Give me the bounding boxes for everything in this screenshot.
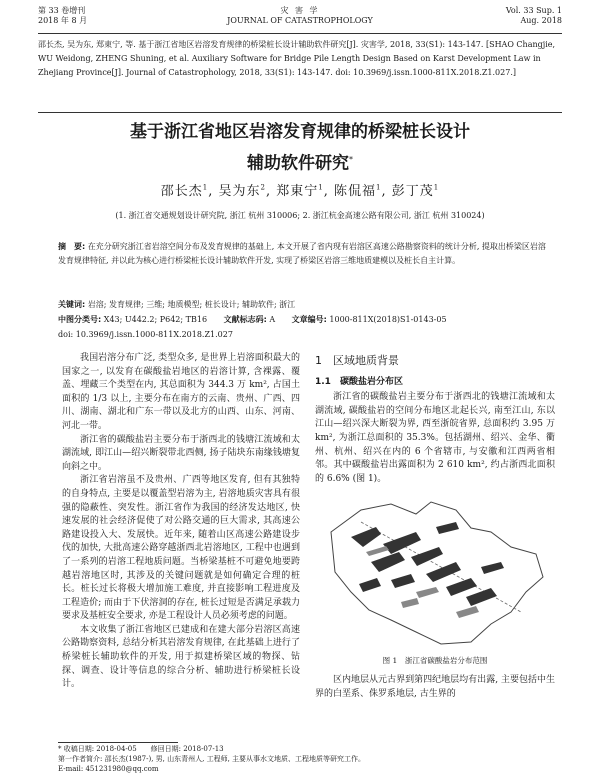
outcrop-patch <box>383 532 421 554</box>
body-right-column <box>315 352 555 701</box>
header-volume-en-line: Vol. 33 Sup. 1 <box>505 6 562 15</box>
header-divider <box>38 33 562 34</box>
outcrop-patch <box>446 578 477 596</box>
outcrop-patch <box>426 562 461 582</box>
section-heading: 1 区域地质背景 <box>315 354 399 367</box>
outcrop-patch <box>466 588 497 606</box>
classification-row <box>58 312 550 327</box>
footnote-divider <box>58 742 178 743</box>
author <box>334 184 381 199</box>
outcrop-patch <box>351 527 381 547</box>
body-paragraph: 浙江省的碳酸盐岩主要分布于浙西北的钱塘江流域和太湖流域, 即江山—绍兴断裂带北西侧, 扬子陆块东南缘钱塘复向斜之中。 <box>62 434 300 472</box>
abstract-text: 在充分研究浙江省岩溶空间分布及发育规律的基础上, 本文开展了省内现有岩溶区高速公路勘察资料的统计分析, 提取出桥梁区岩溶发育规律特征, 并以此为核心进行桥梁桩长设计辅助软件开发, 实现了桥梁区岩溶三维地质建模以及桩长自主计算。 <box>58 242 546 265</box>
article-number-value: 1000-811X(2018)S1-0143-05 <box>329 315 447 324</box>
journal-name-en: JOURNAL OF CATASTROPHOLOGY <box>227 16 373 25</box>
author-affil-mark: 2 <box>260 183 266 192</box>
subsection-heading: 1.1 碳酸盐岩分布区 <box>315 376 403 387</box>
covered-patch <box>366 546 389 556</box>
covered-patch <box>416 587 439 598</box>
footnote <box>58 744 560 774</box>
author-affil-mark: 1 <box>202 183 209 192</box>
keywords-row <box>58 297 550 312</box>
author-email: E-mail: 451231980@qq.com <box>58 765 159 773</box>
body-paragraph: 区内地层从元古界到第四纪地层均有出露, 主要包括中生界的白垩系、侏罗系地层, 古生界的 <box>315 674 555 699</box>
author-affil-mark: 1 <box>376 183 382 192</box>
doc-code-label: 文献标志码: <box>223 315 267 324</box>
citation-block: 邵长杰, 吴为东, 郑東宁, 等. 基于浙江省地区岩溶发育规律的桥梁桩长设计辅助软件研究[J]. 灾害学, 2018, 33(S1): 143-147. [SHAO Changjie, WU Weidong, ZHENG Shuning, et al. Auxiliary Software for Bridge Pile Length Design Based on Karst Development Law in Zhejiang Province[J]. Journal of Catastrophology, 2018, 33(S1): 143-147. doi: 10.3969/j.issn.1000-811X.2018.Z1.027.] <box>38 40 556 77</box>
covered-patch <box>401 598 419 608</box>
abstract-label: 摘 要: <box>58 242 86 251</box>
header-date: 2018 年 8 月 <box>38 16 88 25</box>
article-metadata <box>58 297 550 342</box>
outcrop-patch <box>436 522 459 534</box>
author <box>276 184 323 199</box>
author-name: 郑東宁 <box>276 184 319 199</box>
author-affil-mark: 1 <box>433 183 440 192</box>
affiliation: (1. 浙江省交通规划设计研究院, 浙江 杭州 310006; 2. 浙江杭金高速公路有限公司, 浙江 杭州 310024) <box>115 211 485 220</box>
outcrop-patch <box>359 578 381 592</box>
clc-value: X43; U442.2; P642; TB16 <box>103 315 208 324</box>
received-dates: * 收稿日期: 2018-04-05 修回日期: 2018-07-13 <box>58 745 224 753</box>
outcrop-patch <box>371 552 405 572</box>
first-author-bio: 第一作者简介: 邵长杰(1987-), 男, 山东青州人, 工程师, 主要从事水文地质、工程地质等研究工作。 <box>58 755 366 763</box>
author-name: 陈侃福 <box>334 184 377 199</box>
title-line-2: 辅助软件研究 <box>247 153 349 174</box>
header-journal <box>38 6 562 26</box>
author-name: 吴为东 <box>218 184 261 199</box>
article-number-label: 文章编号: <box>291 315 327 324</box>
header-volume-issue: 第 33 卷增刊 <box>38 6 86 15</box>
clc-label: 中图分类号: <box>58 315 102 324</box>
title-line-1: 基于浙江省地区岩溶发育规律的桥梁桩长设计 <box>130 122 470 142</box>
running-header <box>38 6 562 32</box>
header-volume-en <box>506 6 562 26</box>
carbonate-distribution-map <box>321 492 551 652</box>
author <box>161 184 208 199</box>
author <box>392 184 439 199</box>
body-paragraph: 浙江省的碳酸盐岩主要分布于浙西北的钱塘江流域和太湖流域, 碳酸盐岩的空间分布地区北起长兴, 南至江山, 东以江山—绍兴深大断裂为界, 西至浙皖省界, 总面积约 3.95 万 km², 为浙江总面积的 35.3%。包括湖州、绍兴、金华、衢州、杭州、绍兴在内的 6 个省辖市, 与安徽和江西两省相邻。其中碳酸盐岩出露面积为 2 610 km², 约占浙西北面积的 6.6% (图 1)。 <box>315 392 555 484</box>
title-footnote-mark: * <box>349 155 353 164</box>
journal-name-cn: 灾 害 学 <box>280 6 320 15</box>
title-line-2-wrap <box>30 146 570 178</box>
body-paragraph: 我国岩溶分布广泛, 类型众多, 是世界上岩溶面积最大的国家之一, 以发育在碳酸盐岩地区的岩溶计算, 含裸露、覆盖、埋藏三个类型在内, 其总面积为 344.3 万 km², 占国土面积的 1/3 以上, 主要分布在南方的云南、贵州、广西、四川、湖南、湖北和广东一带以及北方的山西、山东、河南、河北一带。 <box>62 353 300 431</box>
author-affil-mark: 1 <box>318 183 324 192</box>
body-paragraph: 浙江省岩溶虽不及贵州、广西等地区发育, 但有其独特的自身特点, 主要是以覆盖型岩溶为主, 岩溶地质灾害具有很强的隐蔽性、突发性。浙江省作为我国的经济发达地区, 快速发展的社会经济促使了对公路交通的巨大需求, 其高速公路建设投入大、发展快。近年来, 随着山区高速公路建设步伐的加快, 大批高速公路穿越浙西北岩溶地区, 工程中也遇到了一系列的岩溶工程地质问题。当桥梁基桩不可避免地要跨越岩溶地区时, 其涉及的关键问题就是如何确定合理的桩长。桩长过长将极大增加施工难度, 并直接影响工程进度及工程造价; 而由于下伏溶洞的存在, 桩长过短是否满足承载力要求及基桩安全要求, 亦是工程设计人员必须考虑的问题。 <box>62 475 300 622</box>
figure-caption: 图 1 浙江省碳酸盐岩分布范围 <box>382 656 488 666</box>
keywords-text: 岩溶; 发育规律; 三维; 地质模型; 桩长设计; 辅助软件; 浙江 <box>87 300 296 309</box>
header-date-en: Aug. 2018 <box>520 16 562 25</box>
body-paragraph: 本文收集了浙江省地区已建成和在建大部分岩溶区高速公路勘察资料, 总结分析其岩溶发育规律, 在此基础上进行了桥梁桩长辅助软件的开发, 用于拟建桥梁区域的物探、钻探、调查、设计等信息的综合分析、辅助进行桥梁桩长设计。 <box>62 624 300 690</box>
doi-row: doi: 10.3969/j.issn.1000-811X.2018.Z1.027 <box>58 330 233 339</box>
author-name: 彭丁茂 <box>391 184 434 199</box>
outcrop-patch <box>481 562 504 574</box>
outcrop-patch <box>411 547 443 566</box>
article-title <box>30 118 570 178</box>
author <box>219 184 266 199</box>
doc-code-value: A <box>269 315 276 324</box>
figure-1-map <box>321 492 551 652</box>
author-name: 邵长杰 <box>160 184 203 199</box>
keywords-label: 关键词: <box>58 300 86 309</box>
abstract <box>58 240 550 268</box>
outcrop-patch <box>391 574 415 588</box>
covered-patch <box>456 606 479 618</box>
body-left-column <box>62 352 300 692</box>
citation-divider <box>38 112 562 113</box>
author-list: 邵长杰$^1$, 吴为东$^2$, 郑東宁$^1$, 陈侃福$^1$, 彭丁茂$^1$ <box>160 183 440 199</box>
